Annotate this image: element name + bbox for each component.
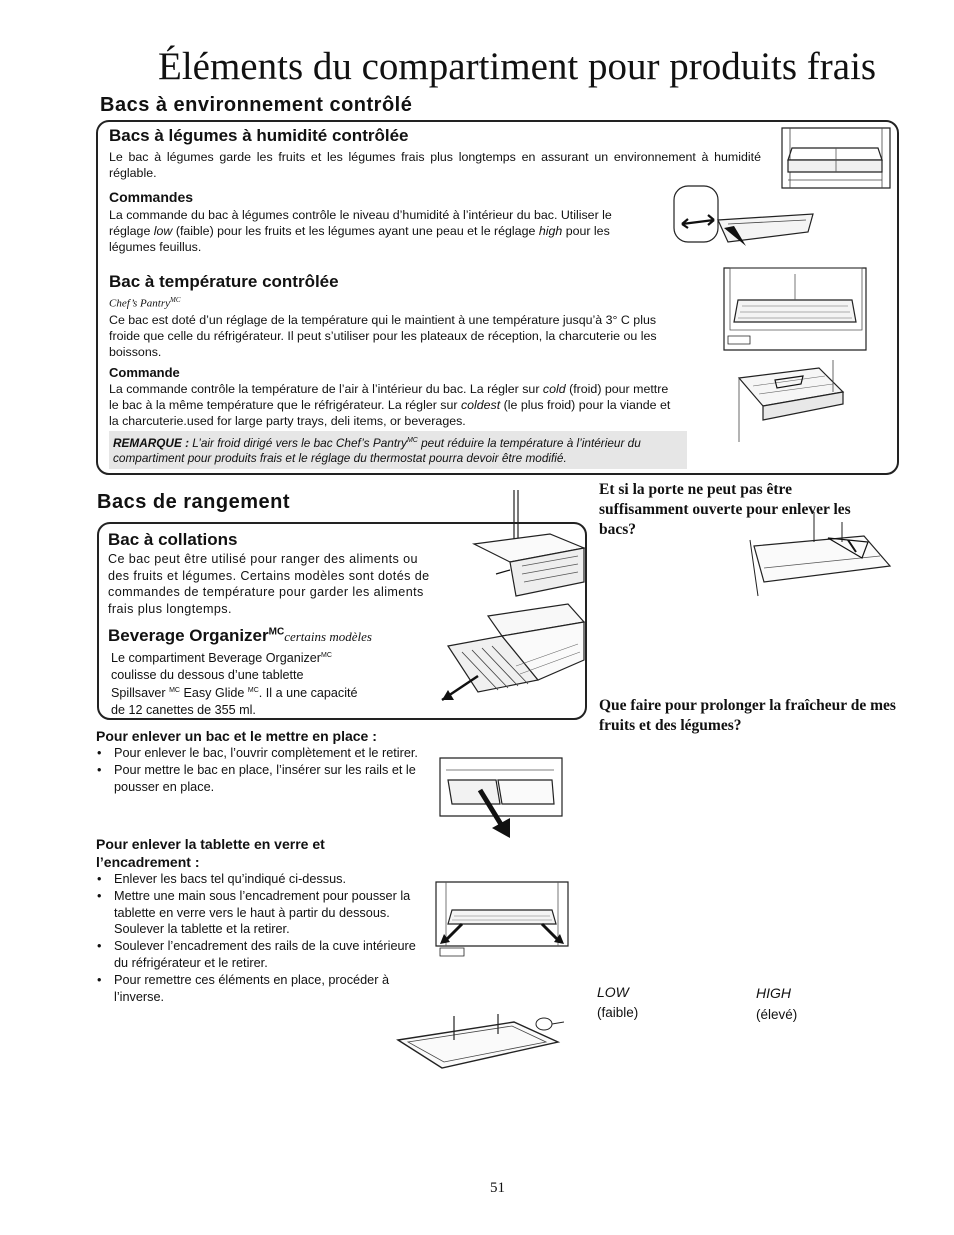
chefs-pantry-illustration [720,266,870,354]
temperature-note: REMARQUE : L’air froid dirigé vers le bac Chef’s Pantry$^{MC}$ peut réduire la température à l’intérieur du compartiment pour produits frais et le réglage du thermostat pourra devoir être modifié. [109,431,687,469]
list-item: • Mettre une main sous l’encadrement pour pousser la tablette en verre vers le haut à partir du dessous. Soulever la tablette et la retirer. [96,888,422,938]
humidity-control-illustration [668,180,818,260]
humidity-intro: Le bac à légumes garde les fruits et les légumes frais plus longtemps en assurant un environnement à humidité réglable. [109,150,761,180]
beverage-heading: Beverage Organizer$^{MC}$certains modèles [108,626,372,645]
list-item: • Enlever les bacs tel qu’indiqué ci-dessus. [96,871,422,888]
snack-text: Ce bac peut être utilisé pour ranger des aliments ou des fruits et légumes. Certains modèles sont dotés de commandes de température pour garder les aliments frais plus longtemps. [108,552,430,616]
page-number: 51 [490,1180,505,1196]
door-clearance-illustration [744,512,894,600]
low-translation: (faible) [597,1005,639,1020]
high-label: HIGH [756,985,791,1001]
controls-text: La commande du bac à légumes contrôle le niveau d’humidité à l’intérieur du bac. Utiliser le réglage low (faible) pour les fruits et les légumes ayant une peau et le réglage high pour les légumes feuillus. [109,208,612,254]
remove-shelf-heading: Pour enlever la tablette en verre et l’encadrement : [96,836,325,870]
list-item: • Soulever l’encadrement des rails de la cuve intérieure du réfrigérateur et le retirer. [96,938,422,972]
remove-shelf-list [96,871,422,1005]
page-title: Éléments du compartiment pour produits frais [158,45,877,88]
snack-bin-illustration [466,486,590,604]
temperature-control-text: La commande contrôle la température de l’air à l’intérieur du bac. La régler sur cold (froid) pour mettre le bac à la même température que le réfrigérateur. La régler sur coldest (le plus froid) pour la viande et la charcuterie.used for large party trays, deli items, or beverages. [109,382,671,428]
low-label: LOW [597,984,629,1000]
beverage-text: Le compartiment Beverage Organizer$^{MC}$ coulisse du dessous d’une tablette Spillsaver $^{MC}$ Easy Glide $^{MC}$. Il a une capacité de 12 canettes de 355 ml. [111,651,358,717]
beverage-organizer-illustration [428,596,588,708]
remove-bin-heading: Pour enlever un bac et le mettre en place : [96,728,377,744]
glass-shelf-illustration [432,880,572,964]
snack-heading: Bac à collations [108,530,238,549]
chefs-pantry-brand: Chef’s Pantry$^{MC}$ [109,296,181,310]
temperature-control-heading: Commande [109,365,180,380]
humidity-heading: Bacs à légumes à humidité contrôlée [109,126,409,145]
temperature-intro: Ce bac est doté d’un réglage de la température qui le maintient à une température jusqu’à 3° C plus froide que celle du réfrigérateur. Il peut s’utiliser pour les plateaux de réception, la charcuterie ou les boissons. [109,313,657,359]
temperature-heading: Bac à température contrôlée [109,272,339,291]
chefs-pantry-open-illustration [733,358,851,444]
list-item: • Pour enlever le bac, l’ouvrir complètement et le retirer. [96,745,422,762]
shelf-frame-illustration [394,1012,564,1072]
section-heading-storage: Bacs de rangement [97,491,291,513]
door-question: Et si la porte ne peut pas être suffisamment ouverte pour enlever les bacs? [599,481,851,538]
list-item: • Pour remettre ces éléments en place, procéder à l’inverse. [96,972,422,1006]
freshness-question: Que faire pour prolonger la fraîcheur de mes fruits et des légumes? [599,697,896,734]
remove-bin-illustration [436,756,566,840]
list-item: • Pour mettre le bac en place, l’insérer sur les rails et le pousser en place. [96,762,422,796]
section-heading-controlled: Bacs à environnement contrôlé [100,94,413,116]
controls-heading: Commandes [109,189,194,205]
remove-bin-list [96,745,422,795]
high-translation: (élevé) [756,1007,798,1022]
